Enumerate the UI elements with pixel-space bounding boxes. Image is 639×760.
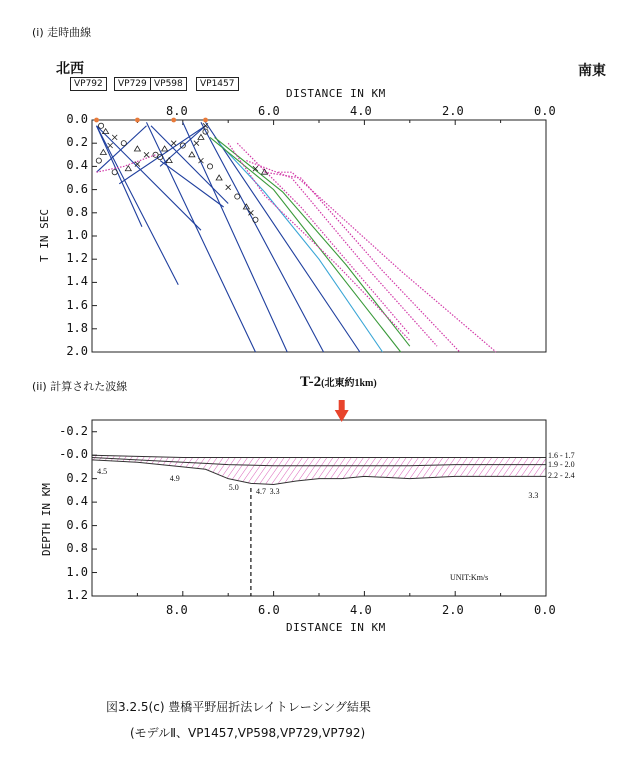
section-1-label: (i) 走時曲線 xyxy=(32,26,92,39)
chart1-series-line-11 xyxy=(160,126,205,167)
chart1-pick-cross xyxy=(194,141,199,146)
chart1-y-tick-1: 0.2 xyxy=(66,135,88,150)
velocity-label-4: 3.3 xyxy=(269,486,280,496)
velocity-label-1: 4.9 xyxy=(169,473,180,483)
chart2-x-tick-2: 4.0 xyxy=(350,603,372,617)
chart1-pick-triangle xyxy=(100,149,106,154)
chart1-pick-triangle xyxy=(198,134,204,139)
chart1-x-tick-0: 8.0 xyxy=(166,104,188,118)
raypath-hatch-area xyxy=(92,455,546,484)
chart1-y-tick-8: 1.6 xyxy=(66,297,88,312)
chart1-pick-triangle xyxy=(134,146,140,151)
velocity-label-2: 5.0 xyxy=(228,483,239,492)
chart2-x-axis-label: DISTANCE IN KM xyxy=(286,621,386,634)
chart1-pick-cross xyxy=(135,162,140,167)
unit-label: UNIT:Km/s xyxy=(450,573,489,582)
vp-label-1457: VP1457 xyxy=(196,77,239,91)
layer-velocity-label-2: 2.2 - 2.4 xyxy=(548,471,575,481)
chart1-pick-cross xyxy=(144,152,149,157)
chart1-pick-circle xyxy=(112,170,117,175)
chart1-pick-circle xyxy=(207,164,212,169)
marker-sub-text: (北東約1km) xyxy=(321,378,377,389)
chart1-y-tick-0: 0.0 xyxy=(66,112,88,126)
chart1-y-tick-4: 0.8 xyxy=(66,204,88,219)
chart1-pick-triangle xyxy=(262,169,268,174)
chart1-pick-triangle xyxy=(125,166,131,171)
chart2-frame xyxy=(92,420,546,596)
vp-label-729: VP729 xyxy=(114,77,151,91)
chart2-x-tick-4: 0.0 xyxy=(534,603,556,617)
chart1-pick-triangle xyxy=(216,175,222,180)
chart1-y-tick-7: 1.4 xyxy=(66,274,88,289)
chart1-x-tick-4: 0.0 xyxy=(534,104,556,118)
chart1-pick-cross xyxy=(226,185,231,190)
chart1-series-line-0 xyxy=(97,126,179,285)
chart1-pick-cross xyxy=(171,141,176,146)
chart2-y-tick-6: 1.0 xyxy=(66,564,88,579)
chart2-y-tick-3: 0.4 xyxy=(66,494,88,509)
chart1-pick-cross xyxy=(112,135,117,140)
chart1-pick-circle xyxy=(235,194,240,199)
chart2-y-tick-2: 0.2 xyxy=(66,470,88,485)
chart1-pick-triangle xyxy=(103,129,109,134)
chart1-y-axis-label: T IN SEC xyxy=(38,209,51,262)
chart2-x-tick-0: 8.0 xyxy=(166,603,188,617)
chart1-shot-point xyxy=(203,118,208,123)
chart1-series-line-18 xyxy=(278,172,496,352)
chart1-pick-circle xyxy=(96,158,101,163)
chart1-y-tick-10: 2.0 xyxy=(66,344,88,358)
chart1-series-line-1 xyxy=(97,126,142,227)
chart1-series-line-6 xyxy=(201,122,324,352)
right-direction-label: 南東 xyxy=(578,63,606,79)
chart1-series-line-7 xyxy=(206,122,360,352)
vp-label-792: VP792 xyxy=(70,77,107,91)
chart1-shot-point xyxy=(94,118,99,123)
chart2-y-tick-5: 0.8 xyxy=(66,541,88,556)
chart1-y-tick-9: 1.8 xyxy=(66,320,88,335)
caption-line-2: (モデルⅡ、VP1457,VP598,VP729,VP792) xyxy=(130,726,366,740)
layer-boundary-0 xyxy=(92,455,546,457)
chart2-y-tick-4: 0.6 xyxy=(66,517,88,532)
chart2-y-axis-label: DEPTH IN KM xyxy=(40,483,53,556)
marker-arrow-icon xyxy=(335,400,349,422)
chart1-series-line-12 xyxy=(219,143,382,352)
chart1-pick-circle xyxy=(121,141,126,146)
marker-main-text: T-2 xyxy=(300,374,322,390)
vp-label-598: VP598 xyxy=(150,77,187,91)
chart2-y-tick-0: -0.2 xyxy=(59,423,88,438)
chart1-series-line-2 xyxy=(97,126,201,230)
chart1-series-line-10 xyxy=(119,126,205,184)
chart1-pick-triangle xyxy=(189,152,195,157)
chart1-y-tick-3: 0.6 xyxy=(66,181,88,196)
chart2-y-tick-7: 1.2 xyxy=(66,588,88,602)
chart1-shot-point xyxy=(171,118,176,123)
velocity-label-5: 3.3 xyxy=(528,491,539,501)
layer-velocity-label-1: 1.9 - 2.0 xyxy=(548,459,575,469)
chart1-pick-cross xyxy=(108,143,113,148)
chart1-pick-circle xyxy=(253,217,258,222)
chart1-y-tick-5: 1.0 xyxy=(66,228,88,242)
chart1-pick-circle xyxy=(98,123,103,128)
chart1-y-tick-6: 1.2 xyxy=(66,251,88,266)
layer-velocity-label-0: 1.6 - 1.7 xyxy=(548,451,575,461)
caption-line-1: 図3.2.5(c) 豊橋平野屈折法レイトレーシング結果 xyxy=(106,700,371,714)
chart1-series-line-17 xyxy=(265,172,460,352)
chart1-pick-triangle xyxy=(162,146,168,151)
velocity-label-0: 4.5 xyxy=(97,466,108,476)
chart1-series-line-16 xyxy=(246,161,437,347)
chart1-shot-point xyxy=(135,118,140,123)
chart2-x-tick-3: 2.0 xyxy=(442,603,464,617)
chart2-y-tick-1: -0.0 xyxy=(59,447,88,462)
section-2-label: (ii) 計算された波線 xyxy=(32,380,128,393)
chart1-series-line-5 xyxy=(183,122,287,352)
raypath-chart xyxy=(92,400,546,596)
chart1-x-axis-label: DISTANCE IN KM xyxy=(286,87,386,100)
left-direction-label: 北西 xyxy=(56,61,84,77)
chart2-x-tick-1: 6.0 xyxy=(258,603,280,617)
travel-time-chart xyxy=(92,118,546,352)
chart1-y-tick-2: 0.4 xyxy=(66,158,88,173)
chart1-x-tick-1: 6.0 xyxy=(258,104,280,118)
velocity-label-3: 4.7 xyxy=(255,486,266,496)
chart1-x-tick-3: 2.0 xyxy=(442,104,464,118)
chart1-x-tick-2: 4.0 xyxy=(350,104,372,118)
